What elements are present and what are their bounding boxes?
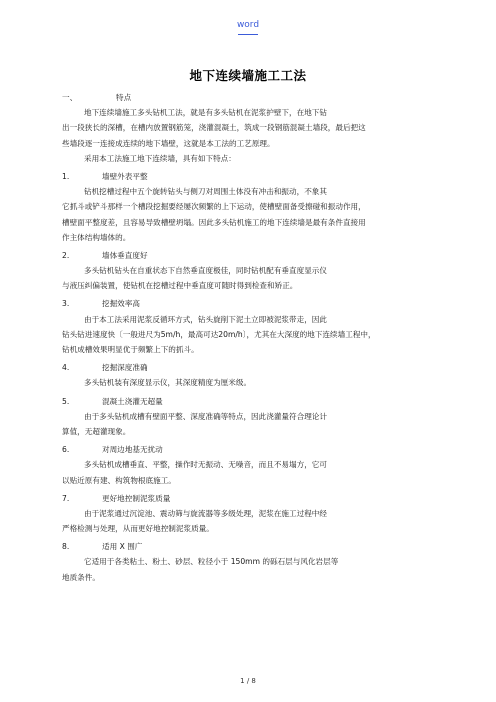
feature-item: [62, 293, 436, 357]
document-title: 地下连续墙施工工法: [189, 68, 307, 83]
feature-title: 挖掘效率高: [102, 299, 140, 309]
feature-item: [62, 391, 436, 440]
feature-title: 挖掘深度准确: [102, 363, 148, 373]
paragraph-line: 出一段狭长的深槽，在槽内放置钢筋笼，浇灌混凝土，筑成一段钢筋混凝土墙段，最后把这: [62, 123, 366, 133]
feature-heading: [62, 360, 436, 375]
paragraph-line: 些墙段逐一连接成连续的地下墙壁，这就是本工法的工艺原理。: [62, 138, 275, 148]
feature-heading: [62, 169, 436, 184]
feature-title: 更好地控制泥浆质量: [102, 493, 171, 503]
feature-line: 多头钻机装有深度显示仪，其深度精度为厘米级。: [84, 378, 252, 388]
feature-title: 混凝土浇灌无超量: [102, 396, 163, 406]
feature-line: 多头钻机成槽垂直、平整，操作时无振动、无噪音，而且不易塌方，它可: [84, 460, 327, 470]
feature-line: 钻机挖槽过程中五个旋转钻头与侧刀对周围土体没有冲击和振动，不象其: [84, 187, 327, 197]
feature-item: [62, 536, 436, 585]
feature-title: 墙体垂直度好: [102, 250, 148, 260]
feature-number: 6.: [62, 445, 70, 455]
section-title: 特点: [116, 93, 132, 102]
feature-heading: [62, 491, 436, 506]
feature-line: 严格检测与处理，从而更好地控制泥浆质量。: [62, 524, 214, 534]
header-underline: [238, 34, 258, 35]
feature-line: 由于多头钻机成槽有壁面平整、深度准确等特点，因此浇灌量符合理论计: [84, 411, 327, 421]
feature-line: 它适用于各类粘土、粉土、砂层、粒径小于 150mm 的砾石层与风化岩层等: [84, 557, 339, 567]
feature-line: 多头钻机钻头在自重状态下自然垂直度极佳，同时钻机配有垂直度显示仪: [84, 266, 327, 276]
feature-line: 以贴近原有建、构筑物根底施工。: [62, 475, 176, 485]
feature-line: 槽壁面平整度差，且容易导致槽壁坍塌。因此多头钻机施工的地下连续墙是最有条件直接用: [62, 217, 366, 227]
feature-line: 由于本工法采用泥浆反循环方式，钻头旋削下泥土立即被泥浆带走，因此: [84, 314, 327, 324]
feature-title: 墙壁外表平整: [102, 171, 148, 181]
feature-line: 钻机成槽效果明显优于频繁上下的抓斗。: [62, 345, 199, 354]
feature-line: 与液压纠偏装置，使钻机在挖槽过程中垂直度可随时得到检查和矫正。: [62, 281, 298, 291]
feature-number: 7.: [62, 493, 70, 503]
paragraph-line: 地下连续墙施工多头钻机工法，就是有多头钻机在泥浆护壁下，在地下钻: [84, 108, 327, 118]
feature-list: [62, 166, 436, 585]
feature-heading: [62, 442, 436, 457]
feature-item: [62, 357, 436, 390]
feature-title: 适用 X 围广: [102, 542, 143, 552]
feature-number: 3.: [62, 299, 70, 309]
feature-number: 4.: [62, 363, 70, 373]
feature-line: 由于泥浆通过沉淀池、震动筛与旋流器等多级处理，泥浆在施工过程中经: [84, 508, 327, 518]
paragraph-line: 采用本工法施工地下连续墙，具有如下特点：: [84, 153, 236, 163]
feature-item: [62, 245, 436, 294]
feature-number: 1.: [62, 171, 70, 181]
page-number: 1 / 8: [240, 677, 256, 685]
feature-heading: [62, 248, 436, 263]
feature-number: 8.: [62, 542, 70, 552]
feature-line: 算值，无超灌现象。: [62, 426, 131, 436]
feature-line: 地质条件。: [62, 572, 100, 582]
feature-line: 作主体结构墙体的。: [62, 232, 131, 242]
feature-item: [62, 166, 436, 245]
feature-heading: [62, 296, 436, 311]
feature-item: [62, 488, 436, 537]
feature-heading: [62, 539, 436, 554]
document-body: [62, 90, 436, 585]
feature-line: 钻头钻进速度快〔一般进尺为5m/h，最高可达20m/h〕，尤其在大深度的地下连续墙工程中，: [62, 329, 376, 339]
feature-heading: [62, 394, 436, 409]
feature-title: 对周边地基无扰动: [102, 445, 163, 455]
feature-item: [62, 439, 436, 488]
section-heading: [62, 90, 436, 105]
section-number: 一、: [62, 93, 78, 102]
feature-line: 它抓斗或铲斗那样一个槽段挖掘要经屡次频繁的上下运动，使槽壁面备受擦碰和振动作用，: [62, 202, 366, 212]
header-word-label: word: [236, 20, 260, 30]
feature-number: 5.: [62, 396, 70, 406]
feature-number: 2.: [62, 250, 70, 260]
